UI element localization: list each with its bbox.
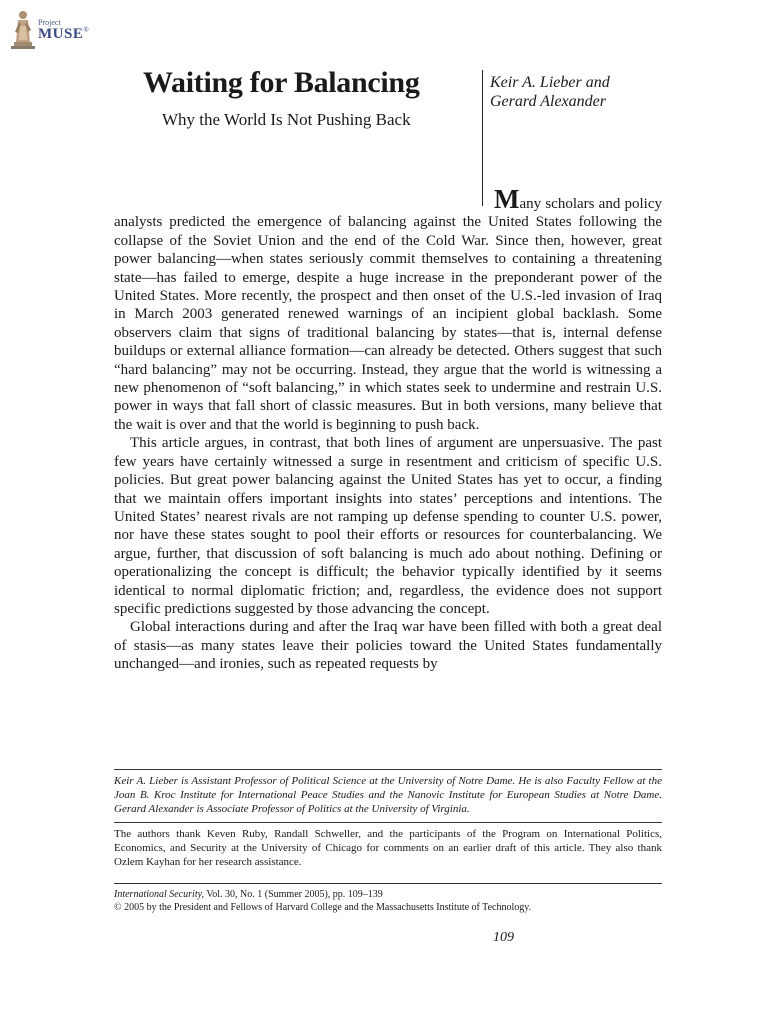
citation-details: Vol. 30, No. 1 (Summer 2005), pp. 109–139 [204,889,383,900]
article-title: Waiting for Balancing [143,66,420,99]
muse-statue-icon [10,8,36,50]
project-muse-logo [10,8,110,52]
authors-line-1: Keir A. Lieber and [490,74,610,91]
copyright-line: © 2005 by the President and Fellows of Harvard College and the Massachusetts Institute of Technology. [114,901,532,913]
paragraph-1 [114,186,662,434]
article-subtitle: Why the World Is Not Pushing Back [162,110,411,129]
journal-name: International Security, [114,889,204,900]
drop-cap: M [494,184,520,214]
logo-project-label: Project [38,18,61,27]
author-bio-note: Keir A. Lieber is Assistant Professor of Political Science at the University of Notre Dame. He is also Faculty Fellow at the Joan B. Kroc Institute for International Peace Studies and the Nanovic Institute for European Studies at Notre Dame. Gerard Alexander is Associate Professor of Politics at the University of Virginia. [114,775,662,816]
paragraph-2: This article argues, in contrast, that both lines of argument are unpersuasive. The past few years have certainly witnessed a surge in resentment and criticism of specific U.S. policies. But great power balancing against the United States has yet to occur, a finding that we maintain offers important insights into states’ perceptions and intentions. The United States’ nearest rivals are not ramping up defense spending to counter U.S. power, nor have these states sought to pool their efforts or resources for counterbalancing. We argue, further, that discussion of soft balancing is much ado about nothing. Defining or operationalizing the concept is difficult; the behavior typically identified by it seems identical to normal diplomatic friction; and, regardless, the evidence does not support specific predictions suggested by those advancing the concept. [114,435,662,617]
citation-line [114,889,674,902]
acknowledgments-note: The authors thank Keven Ruby, Randall Schweller, and the participants of the Program on International Politics, Economics, and Security at the University of Chicago for comments on an earlier draft of this article. They also thank Ozlem Kayhan for her research assistance. [114,828,662,869]
page-number: 109 [493,930,514,945]
authors-line-2: Gerard Alexander [490,93,606,110]
paragraph-3: Global interactions during and after the Iraq war have been filled with both a great deal of stasis—as many states leave their policies toward the United States fundamentally unchanged—and ironies, such as repeated requests by [114,619,662,673]
footnote-rule-2 [114,822,662,823]
paragraph-1-text: any scholars and policy analysts predicted the emergence of balancing against the United States following the collapse of the Soviet Union and the end of the Cold War. Since then, however, great power balancing—when states seriously commit themselves to containing a threatening state—has failed to emerge, despite a huge increase in the preponderant power of the United States. More recently, the prospect and then onset of the U.S.-led invasion of Iraq in March 2003 generated renewed warnings of an incipient global backlash. Some observers claim that signs of traditional balancing by states—that is, internal defense buildups or external alliance formation—can already be detected. Others suggest that such “hard balancing” may not be occurring. Instead, they argue that the world is witnessing a new phenomenon of “soft balancing,” in which states seek to undermine and restrain U.S. power in ways that fall short of classic measures. But in both versions, many believe that the wait is over and that the world is beginning to push back. [114,196,662,433]
citation-block [114,889,674,914]
article-body [114,186,662,674]
article-authors [490,73,610,111]
logo-name: MUSE® [38,26,90,42]
footnote-rule-1 [114,769,662,770]
footnote-rule-3 [114,883,662,884]
